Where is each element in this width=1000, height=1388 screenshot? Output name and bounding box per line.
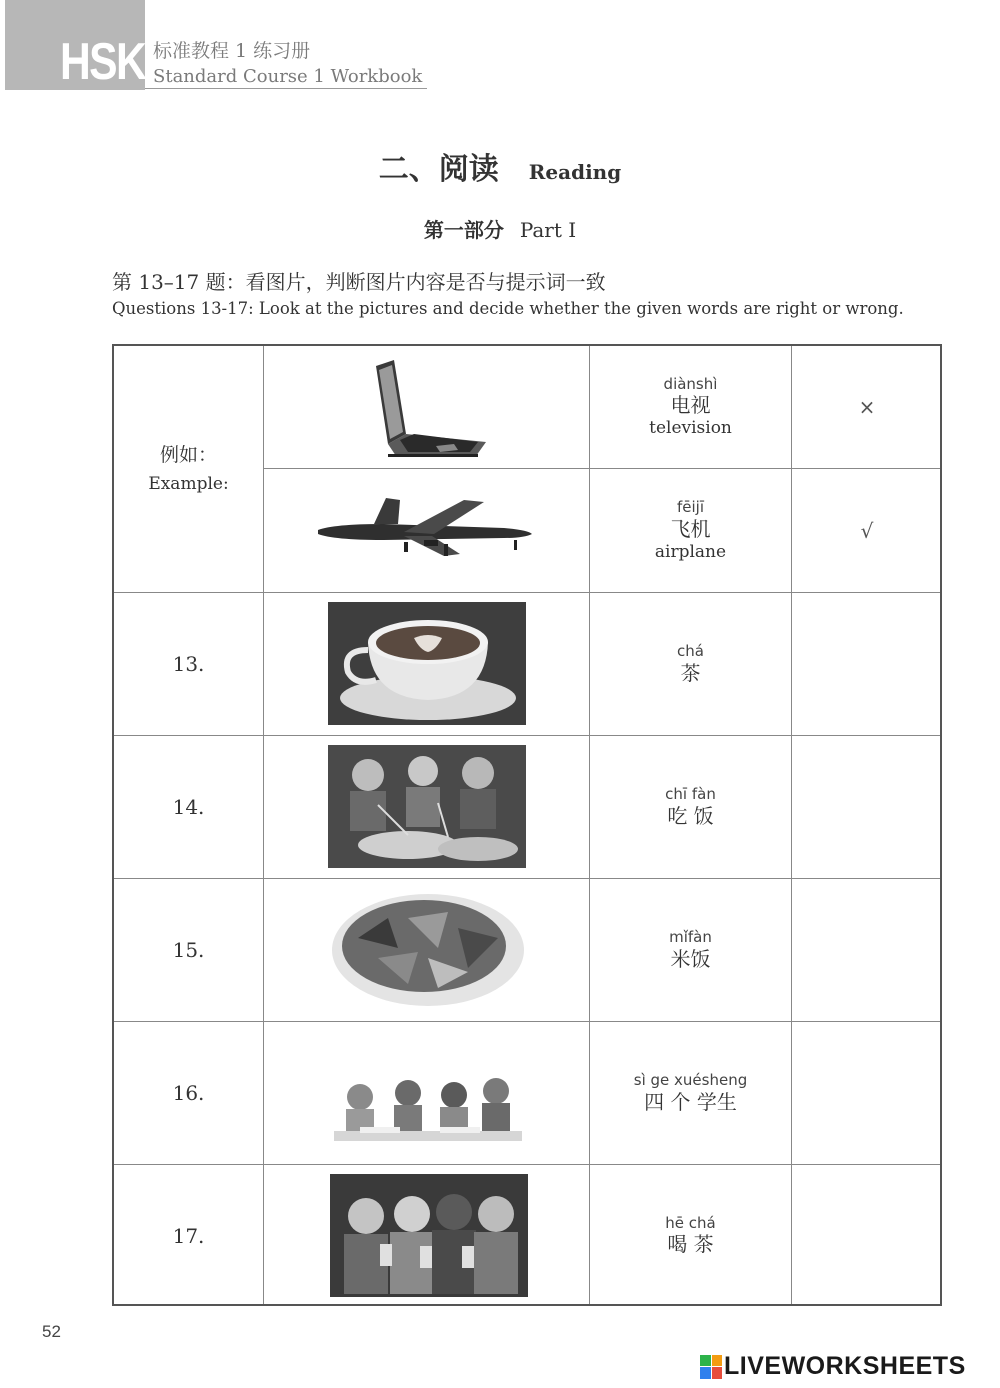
pinyin: fēijī (676, 498, 704, 516)
question-16-word (590, 1022, 791, 1164)
example-label-cn: 例如： (159, 444, 217, 467)
people-eating-picture (328, 745, 526, 868)
hanzi: 茶 (680, 660, 701, 685)
liveworksheets-brand (700, 1352, 966, 1381)
question-16-number (114, 1022, 263, 1164)
hanzi: 吃 饭 (667, 803, 714, 828)
instructions-en: Questions 13-17: Look at the pictures and decide whether the given words are right or wrong. (112, 299, 904, 318)
answer-cell-example-2 (792, 469, 942, 592)
section-title (0, 144, 1000, 188)
example-word-1 (590, 346, 791, 468)
question-14-word (590, 736, 791, 878)
check-mark: √ (860, 518, 874, 543)
food-plate-picture (328, 888, 526, 1011)
pinyin: mǐfàn (669, 928, 712, 947)
question-13-answer-cell[interactable] (792, 593, 942, 735)
hanzi: 电视 (670, 393, 711, 418)
book-title-cn: 标准教程 1 练习册 (153, 40, 311, 62)
example-label-cell (114, 346, 263, 592)
hanzi: 米饭 (670, 946, 711, 971)
pinyin: hē chá (665, 1213, 716, 1232)
question-17-answer-cell[interactable] (792, 1165, 942, 1306)
question-number: 16. (172, 1081, 205, 1105)
part-title-en: Part Ⅰ (519, 218, 577, 242)
section-title-cn: 二、阅读 (378, 152, 499, 187)
questions-table (112, 344, 942, 1306)
laptop-picture (366, 356, 491, 458)
question-13-word (590, 593, 791, 735)
header-divider (145, 88, 427, 89)
english: television (649, 418, 732, 439)
section-title-en: Reading (528, 160, 622, 184)
pinyin: diànshì (663, 374, 718, 393)
question-number: 17. (172, 1223, 205, 1248)
hanzi: 四 个 学生 (644, 1089, 737, 1114)
pinyin: chá (677, 642, 704, 661)
friends-drinking-picture (330, 1174, 528, 1297)
question-15-answer-cell[interactable] (792, 879, 942, 1021)
question-16-answer-cell[interactable] (792, 1022, 942, 1164)
liveworksheets-logo-icon (700, 1355, 722, 1379)
english: airplane (654, 541, 727, 562)
question-15-number (114, 879, 263, 1021)
question-14-number (114, 736, 263, 878)
airplane-picture (314, 494, 539, 564)
question-17-number (114, 1165, 263, 1306)
question-number: 14. (172, 795, 205, 819)
wrong-mark: × (858, 395, 876, 419)
book-title-en: Standard Course 1 Workbook (153, 66, 423, 87)
coffee-cup-picture (328, 602, 526, 725)
column-divider (263, 346, 264, 1304)
hanzi: 喝 茶 (667, 1232, 714, 1257)
question-number: 15. (172, 938, 205, 962)
question-13-number (114, 593, 263, 735)
question-17-word (590, 1165, 791, 1306)
part-title (0, 214, 1000, 243)
page-number: 52 (42, 1322, 61, 1341)
part-title-cn: 第一部分 (423, 218, 504, 242)
students-picture (330, 1031, 526, 1154)
question-15-word (590, 879, 791, 1021)
question-number: 13. (172, 652, 205, 676)
instructions-cn: 第 13–17 题：看图片，判断图片内容是否与提示词一致 (112, 270, 606, 294)
hsk-logo: HSK (60, 33, 146, 91)
example-label-en: Example: (148, 473, 229, 494)
question-14-answer-cell[interactable] (792, 736, 942, 878)
example-word-2 (590, 469, 791, 592)
liveworksheets-text: LIVEWORKSHEETS (724, 1352, 966, 1380)
pinyin: sì ge xuésheng (633, 1071, 748, 1090)
hanzi: 飞机 (670, 516, 711, 541)
answer-cell-example-1 (792, 346, 942, 468)
pinyin: chī fàn (665, 785, 716, 804)
